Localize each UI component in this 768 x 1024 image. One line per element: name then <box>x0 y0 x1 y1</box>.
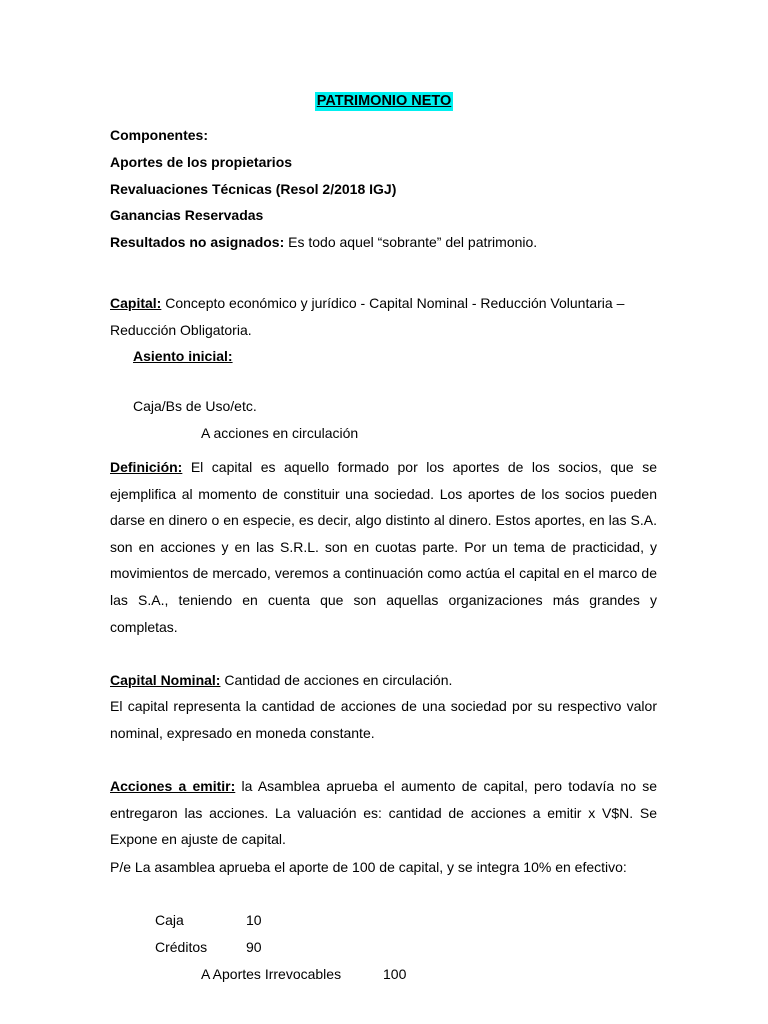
entry-credit-amount: 100 <box>383 966 407 982</box>
components-heading: Componentes: <box>110 127 208 143</box>
acciones-emitir-label: Acciones a emitir: <box>110 778 236 794</box>
capital-nominal-line <box>110 670 452 690</box>
resultados-line <box>110 232 537 252</box>
acciones-emitir-text: la Asamblea aprueba el aumento de capital, pero todavía no se entregaron las acciones. La valuación es: cantidad de acciones a emitir x V$N. Se Expone en ajuste de capital. <box>110 778 658 848</box>
capital-nominal-label: Capital Nominal: <box>110 672 221 688</box>
resultados-label: Resultados no asignados: <box>110 234 285 250</box>
capital-nominal-paragraph: El capital representa la cantidad de acciones de una sociedad por su respectivo valor nominal, expresado en moneda constante. <box>110 698 657 741</box>
definicion-label: Definición: <box>110 459 183 475</box>
page-title: PATRIMONIO NETO <box>316 93 452 109</box>
entry-credit-account: A Aportes Irrevocables <box>201 966 342 982</box>
capital-nominal-text: Cantidad de acciones en circulación. <box>220 672 453 688</box>
resultados-text: Es todo aquel “sobrante” del patrimonio. <box>284 234 538 250</box>
asiento-credit: A acciones en circulación <box>201 425 359 441</box>
component-item: Ganancias Reservadas <box>110 207 264 223</box>
definicion-text: El capital es aquello formado por los aportes de los socios, que se ejemplifica al momento de constituir una sociedad. Los aportes de los socios pueden darse en dinero o en especie, es decir, algo distinto al dinero. Estos aportes, en las S.A. son en acciones y en las S.R.L. son en cuotas parte. Por un tema de practicidad, y movimientos de mercado, veremos a continuación como actúa el capital en el marco de las S.A., teniendo en cuenta que son aquellas organizaciones más grandes y completas. <box>110 459 657 635</box>
capital-text-cont: Reducción Obligatoria. <box>110 322 252 338</box>
capital-label: Capital: <box>110 295 162 311</box>
example-line: P/e La asamblea aprueba el aporte de 100 de capital, y se integra 10% en efectivo: <box>110 859 627 875</box>
entry-account: Caja <box>155 912 184 928</box>
entry-amount: 10 <box>246 912 262 928</box>
entry-amount: 90 <box>246 939 262 955</box>
entry-account: Créditos <box>155 939 208 955</box>
capital-line <box>110 293 624 313</box>
component-item: Revaluaciones Técnicas (Resol 2/2018 IGJ) <box>110 181 397 197</box>
definicion-paragraph <box>110 454 657 640</box>
asiento-inicial-label: Asiento inicial: <box>133 348 233 364</box>
acciones-emitir-paragraph <box>110 773 657 853</box>
component-item: Aportes de los propietarios <box>110 154 293 170</box>
asiento-debit: Caja/Bs de Uso/etc. <box>133 398 257 414</box>
capital-text: Concepto económico y jurídico - Capital Nominal - Reducción Voluntaria – <box>161 295 625 311</box>
